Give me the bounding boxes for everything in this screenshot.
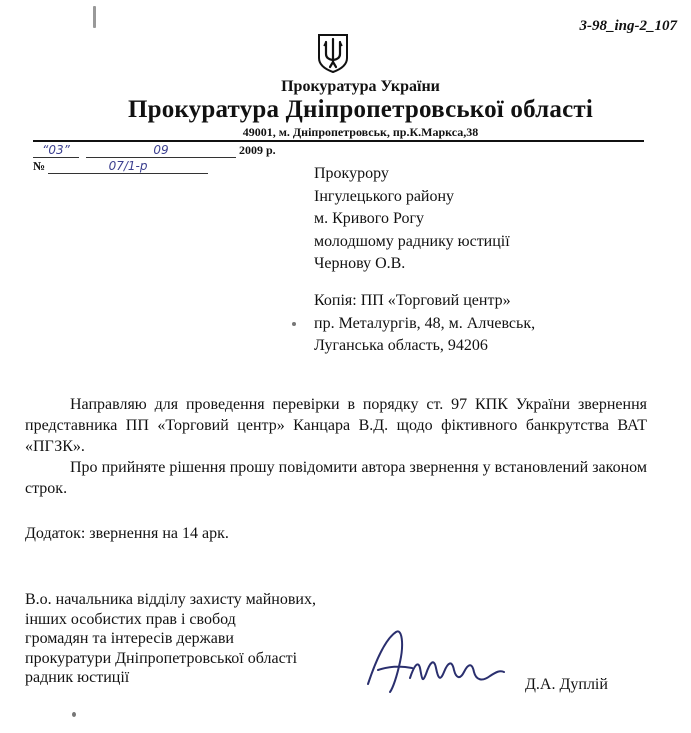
date-day: “03” bbox=[33, 143, 79, 158]
recipient-line: Інгулецького району bbox=[314, 187, 455, 205]
date-year: 2009 р. bbox=[239, 143, 276, 157]
handwritten-signature bbox=[360, 622, 510, 698]
recipient-line: молодшому раднику юстиції bbox=[314, 232, 510, 250]
header-divider bbox=[33, 140, 644, 142]
signatory-line: прокуратури Дніпропетровської області bbox=[25, 649, 298, 667]
body-paragraph: Про прийняте рішення прошу повідомити автора звернення у встановлений законом строк. bbox=[25, 459, 647, 497]
letter-body bbox=[25, 394, 647, 499]
body-paragraph: Направляю для проведення перевірки в порядку ст. 97 КПК України звернення представника ПП «Торговий центр» Канцара В.Д. щодо фіктивного банкрутства ВАТ «ПГЗК». bbox=[25, 396, 647, 455]
org-address: 49001, м. Дніпропетровськ, пр.К.Маркса,38 bbox=[242, 125, 479, 139]
copy-line: пр. Металургів, 48, м. Алчевськ, bbox=[314, 314, 536, 332]
number-prefix: № bbox=[33, 159, 46, 173]
signatory-title-block bbox=[25, 590, 316, 688]
trident-emblem-icon bbox=[314, 32, 352, 74]
document-id: 3-98_ing-2_107 bbox=[579, 18, 677, 34]
signatory-line: радник юстиції bbox=[25, 669, 130, 686]
attachment-note: Додаток: звернення на 14 арк. bbox=[25, 525, 229, 542]
number-value: 07/1-р bbox=[48, 159, 208, 174]
signatory-line: інших особистих прав і свобод bbox=[25, 610, 236, 628]
recipient-line: Чернову О.В. bbox=[314, 255, 406, 272]
signer-name: Д.А. Дуплій bbox=[525, 676, 608, 693]
recipient-line: Прокурору bbox=[314, 165, 389, 182]
registration-number bbox=[33, 159, 208, 174]
signatory-line: В.о. начальника відділу захисту майнових, bbox=[25, 591, 316, 608]
copy-line: Луганська область, 94206 bbox=[314, 337, 488, 354]
registration-date bbox=[33, 143, 276, 158]
scan-speck bbox=[292, 322, 296, 326]
copy-recipient-block bbox=[314, 290, 535, 358]
org-parent: Прокуратура України bbox=[281, 78, 440, 95]
recipient-block bbox=[314, 163, 510, 276]
signatory-line: громадян та інтересів держави bbox=[25, 630, 234, 647]
date-month: 09 bbox=[86, 143, 236, 158]
scan-speck bbox=[93, 6, 96, 28]
scan-speck bbox=[72, 712, 76, 717]
recipient-line: м. Кривого Рогу bbox=[314, 210, 425, 227]
org-name: Прокуратура Дніпропетровської області bbox=[127, 96, 593, 123]
copy-line: Копія: ПП «Торговий центр» bbox=[314, 292, 511, 309]
